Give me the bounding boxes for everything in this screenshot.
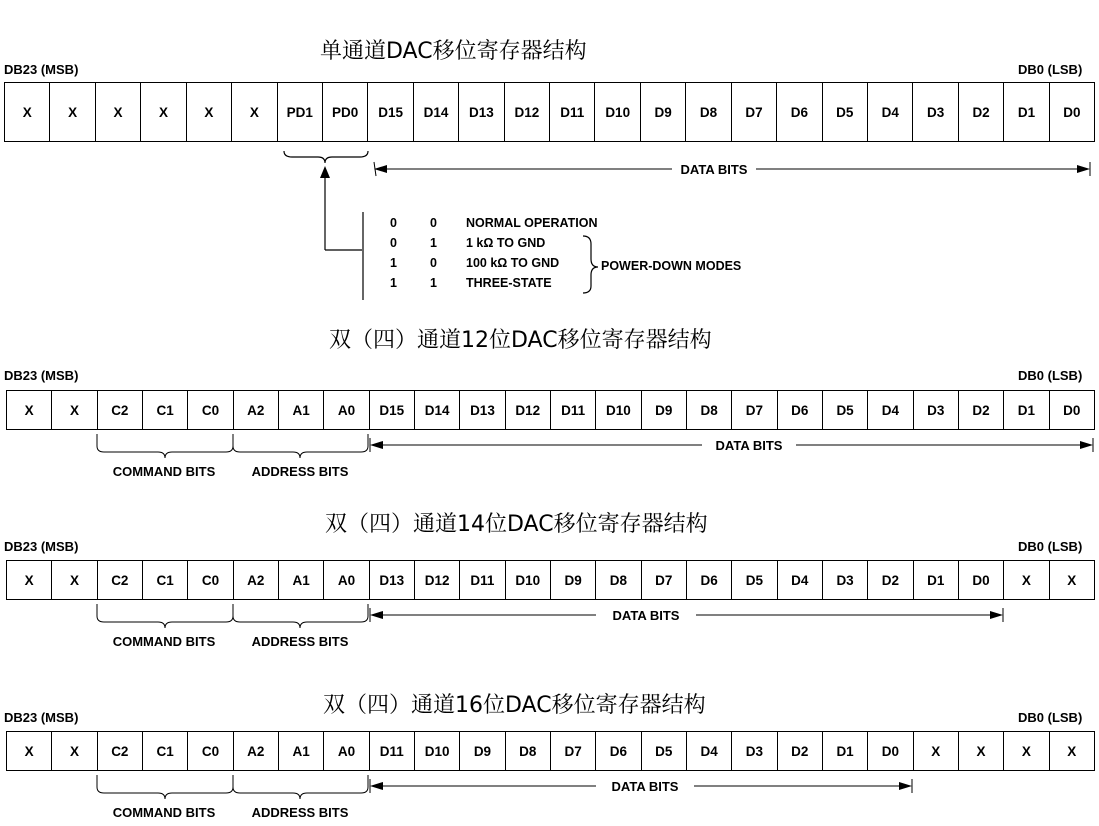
- section3-command-label: COMMAND BITS: [112, 634, 216, 649]
- register-bit-cell: D11: [551, 391, 596, 429]
- register-bit-cell: D15: [370, 391, 415, 429]
- section4-address-label: ADDRESS BITS: [251, 805, 349, 820]
- pd-row-pd1: 1: [390, 256, 397, 270]
- section1-data-span-left: [374, 162, 376, 176]
- register-bit-cell: D12: [506, 391, 551, 429]
- register-bit-cell: X: [1067, 743, 1077, 759]
- register-bit-cell: C2: [98, 391, 143, 429]
- register-bit-cell: X: [959, 732, 1004, 770]
- pd-row-desc: 100 kΩ TO GND: [466, 256, 560, 270]
- register-bit-cell: D6: [687, 561, 732, 599]
- section4-data-arrow-right: [899, 782, 912, 790]
- register-bit-cell: D7: [642, 561, 687, 599]
- register-bit-cell: D9: [551, 561, 596, 599]
- register-bit-cell: D10: [415, 732, 460, 770]
- register-bit-cell: D2: [959, 391, 1004, 429]
- register-bit-cell: D7: [732, 83, 777, 141]
- register-bit-cell: X: [96, 83, 141, 141]
- register-bit-cell: C2: [98, 561, 143, 599]
- section4-data-label: DATA BITS: [611, 779, 679, 794]
- register-bit-cell: X: [52, 391, 97, 429]
- register-bit-cell: D5: [823, 391, 868, 429]
- register-bit-cell: D4: [687, 732, 732, 770]
- section1-data-arrow-left: [374, 165, 387, 173]
- section3-msb-label: DB23 (MSB): [4, 539, 79, 554]
- register-bit-cell: D11: [550, 83, 595, 141]
- register-bit-cell: C0: [188, 732, 233, 770]
- register-bit-cell: X: [232, 83, 277, 141]
- section4-msb-label: DB23 (MSB): [4, 710, 79, 725]
- register-bit-cell: D4: [778, 561, 823, 599]
- pd-row-pd1: 0: [390, 236, 397, 250]
- section1-data-label: DATA BITS: [680, 162, 748, 177]
- register-bit-cell: D10: [595, 83, 640, 141]
- pd-pointer-arrowhead: [320, 166, 330, 178]
- register-bit-cell: D0: [959, 561, 1004, 599]
- pd-row-pd0: 0: [430, 216, 437, 230]
- register-bit-cell: X: [914, 732, 959, 770]
- command-brace: [97, 434, 233, 458]
- register-bit-cell: D5: [823, 83, 868, 141]
- section2-command-label: COMMAND BITS: [112, 464, 216, 479]
- register-bit-cell: D9: [642, 391, 687, 429]
- register-bit-cell: D0: [1063, 402, 1081, 418]
- address-brace: [233, 604, 368, 628]
- register-bit-cell: D13: [370, 561, 415, 599]
- register-bit-cell: A0: [324, 561, 369, 599]
- register-bit-cell: X: [5, 83, 50, 141]
- section2-data-arrow-left: [370, 441, 383, 449]
- register-bit-cell: D10: [506, 561, 551, 599]
- section4-lsb-label: DB0 (LSB): [1018, 710, 1083, 725]
- register-bit-cell: A1: [279, 561, 324, 599]
- section2-data-label: DATA BITS: [715, 438, 783, 453]
- section3-data-label: DATA BITS: [612, 608, 680, 623]
- pd-row-pd1: 0: [390, 216, 397, 230]
- section3-data-arrow-right: [990, 611, 1003, 619]
- section4-data-arrow-left: [370, 782, 383, 790]
- register-bit-cell: A2: [234, 732, 279, 770]
- register-bit-cell: X: [7, 561, 52, 599]
- register-bit-cell: C1: [143, 391, 188, 429]
- command-brace: [97, 604, 233, 628]
- section3-data-arrow-left: [370, 611, 383, 619]
- section2-data-arrow-right: [1080, 441, 1093, 449]
- register-bit-cell: D15: [368, 83, 413, 141]
- register-bit-cell: D12: [505, 83, 550, 141]
- register-bit-cell: D8: [687, 391, 732, 429]
- register-bit-cell: X: [1004, 732, 1049, 770]
- register-bit-cell: A2: [234, 391, 279, 429]
- register-bit-cell: D2: [868, 561, 913, 599]
- section2-lsb-label: DB0 (LSB): [1018, 368, 1083, 383]
- register-bit-cell: C1: [143, 732, 188, 770]
- register-bit-cell: D8: [686, 83, 731, 141]
- section3-title: 双（四）通道14位DAC移位寄存器结构: [325, 512, 708, 537]
- register-bit-cell: D6: [777, 83, 822, 141]
- section2-register: [6, 390, 1095, 430]
- pd-modes-brace: [583, 236, 598, 293]
- section1-data-arrow-right: [1077, 165, 1090, 173]
- register-bit-cell: X: [52, 561, 97, 599]
- register-bit-cell: X: [50, 83, 95, 141]
- register-bit-cell: D6: [778, 391, 823, 429]
- power-down-modes-label: POWER-DOWN MODES: [601, 259, 742, 273]
- register-bit-cell: D1: [1004, 391, 1049, 429]
- register-bit-cell: D5: [642, 732, 687, 770]
- register-bit-cell: X: [7, 391, 52, 429]
- section3-register: [6, 560, 1095, 600]
- register-bit-cell: D11: [460, 561, 505, 599]
- register-bit-cell: D2: [778, 732, 823, 770]
- section3-address-label: ADDRESS BITS: [251, 634, 349, 649]
- register-bit-cell: A1: [279, 391, 324, 429]
- register-bit-cell: A0: [324, 391, 369, 429]
- register-bit-cell: D1: [1004, 83, 1049, 141]
- section4-command-label: COMMAND BITS: [112, 805, 216, 820]
- register-bit-cell: D3: [823, 561, 868, 599]
- pd-brace: [284, 151, 368, 163]
- register-bit-cell: X: [7, 732, 52, 770]
- register-bit-cell: D3: [914, 391, 959, 429]
- register-bit-cell: D7: [732, 391, 777, 429]
- register-bit-cell: D13: [460, 391, 505, 429]
- pd-row-desc: 1 kΩ TO GND: [466, 236, 546, 250]
- section1-lsb-label: DB0 (LSB): [1018, 62, 1083, 77]
- register-bit-cell: PD0: [323, 83, 368, 141]
- register-bit-cell: D9: [460, 732, 505, 770]
- pd-row-pd0: 1: [430, 276, 437, 290]
- register-bit-cell: D4: [868, 83, 913, 141]
- register-bit-cell: D4: [868, 391, 913, 429]
- register-bit-cell: PD1: [278, 83, 323, 141]
- section1-title: 单通道DAC移位寄存器结构: [320, 39, 587, 64]
- section2-address-label: ADDRESS BITS: [251, 464, 349, 479]
- register-bit-cell: D8: [506, 732, 551, 770]
- pd-row-desc: NORMAL OPERATION: [466, 216, 598, 230]
- register-bit-cell: C0: [188, 391, 233, 429]
- register-bit-cell: D6: [596, 732, 641, 770]
- command-brace: [97, 775, 233, 799]
- section1-register: [4, 82, 1095, 142]
- register-bit-cell: D14: [414, 83, 459, 141]
- register-bit-cell: X: [1004, 561, 1049, 599]
- register-bit-cell: D0: [1063, 104, 1081, 120]
- register-bit-cell: A1: [279, 732, 324, 770]
- pd-row-pd1: 1: [390, 276, 397, 290]
- register-bit-cell: D7: [551, 732, 596, 770]
- section1-msb-label: DB23 (MSB): [4, 62, 79, 77]
- register-bit-cell: D10: [596, 391, 641, 429]
- section3-lsb-label: DB0 (LSB): [1018, 539, 1083, 554]
- section2-title: 双（四）通道12位DAC移位寄存器结构: [329, 328, 712, 353]
- section4-register: [6, 731, 1095, 771]
- register-bit-cell: D0: [868, 732, 913, 770]
- register-bit-cell: D9: [641, 83, 686, 141]
- register-bit-cell: X: [1067, 572, 1077, 588]
- address-brace: [233, 434, 368, 458]
- register-bit-cell: D14: [415, 391, 460, 429]
- register-bit-cell: X: [187, 83, 232, 141]
- register-bit-cell: A0: [324, 732, 369, 770]
- register-bit-cell: A2: [234, 561, 279, 599]
- section2-msb-label: DB23 (MSB): [4, 368, 79, 383]
- pd-row-pd0: 0: [430, 256, 437, 270]
- register-bit-cell: D12: [415, 561, 460, 599]
- register-bit-cell: D3: [732, 732, 777, 770]
- register-bit-cell: D1: [823, 732, 868, 770]
- register-bit-cell: C0: [188, 561, 233, 599]
- address-brace: [233, 775, 368, 799]
- register-bit-cell: D8: [596, 561, 641, 599]
- register-bit-cell: D1: [914, 561, 959, 599]
- pd-row-desc: THREE-STATE: [466, 276, 552, 290]
- register-bit-cell: D11: [370, 732, 415, 770]
- register-bit-cell: D13: [459, 83, 504, 141]
- pd-row-pd0: 1: [430, 236, 437, 250]
- register-bit-cell: D5: [732, 561, 777, 599]
- section4-title: 双（四）通道16位DAC移位寄存器结构: [323, 693, 706, 718]
- register-bit-cell: D2: [959, 83, 1004, 141]
- register-bit-cell: C2: [98, 732, 143, 770]
- register-bit-cell: X: [52, 732, 97, 770]
- register-bit-cell: D3: [913, 83, 958, 141]
- register-bit-cell: X: [141, 83, 186, 141]
- register-bit-cell: C1: [143, 561, 188, 599]
